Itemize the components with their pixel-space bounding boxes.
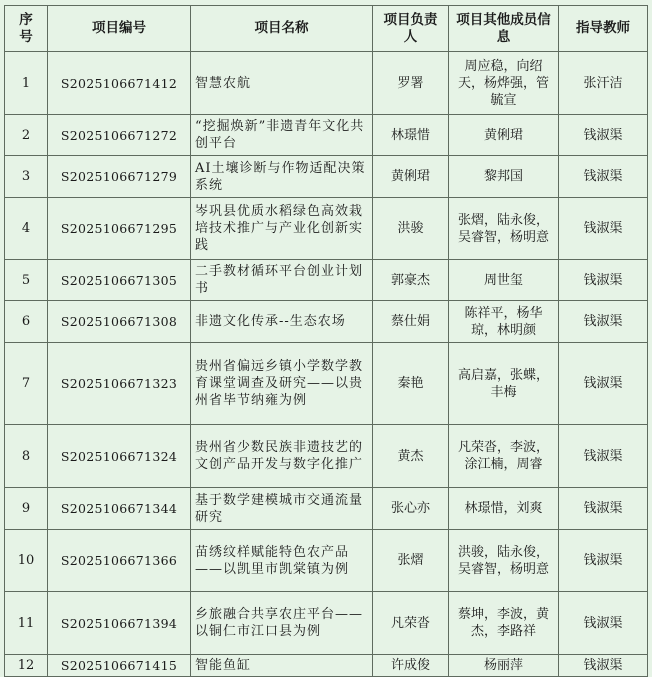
- cell-advisor: 钱淑渠: [559, 655, 648, 677]
- cell-advisor: 钱淑渠: [559, 343, 648, 425]
- cell-members: 高启嘉，张蝶，丰梅: [449, 343, 559, 425]
- cell-members: 陈祥平，杨华琼，林明颜: [449, 301, 559, 343]
- header-code: 项目编号: [48, 6, 191, 52]
- project-table: [4, 5, 648, 677]
- cell-advisor: 钱淑渠: [559, 301, 648, 343]
- cell-advisor: 钱淑渠: [559, 260, 648, 301]
- cell-code: S2025106671415: [48, 655, 191, 677]
- cell-advisor: 钱淑渠: [559, 592, 648, 655]
- cell-name: AI土壤诊断与作物适配决策系统: [191, 156, 373, 198]
- table-row: [5, 488, 648, 530]
- cell-advisor: 钱淑渠: [559, 115, 648, 156]
- cell-code: S2025106671295: [48, 198, 191, 260]
- header-name: 项目名称: [191, 6, 373, 52]
- cell-code: S2025106671305: [48, 260, 191, 301]
- table-row: [5, 115, 648, 156]
- cell-code: S2025106671324: [48, 425, 191, 488]
- cell-seq: 12: [5, 655, 48, 677]
- cell-name: 智慧农航: [191, 52, 373, 115]
- cell-seq: 5: [5, 260, 48, 301]
- cell-advisor: 钱淑渠: [559, 425, 648, 488]
- header-leader: 项目负责人: [373, 6, 449, 52]
- table-row: [5, 592, 648, 655]
- cell-name: 贵州省偏远乡镇小学数学教育课堂调查及研究——以贵州省毕节纳雍为例: [191, 343, 373, 425]
- cell-leader: 凡荣沓: [373, 592, 449, 655]
- cell-members: 黎邦国: [449, 156, 559, 198]
- cell-members: 黄俐珺: [449, 115, 559, 156]
- cell-seq: 11: [5, 592, 48, 655]
- cell-members: 蔡坤，李波，黄杰，李路祥: [449, 592, 559, 655]
- cell-leader: 秦艳: [373, 343, 449, 425]
- table-row: [5, 425, 648, 488]
- cell-leader: 许成俊: [373, 655, 449, 677]
- cell-leader: 张熠: [373, 530, 449, 592]
- cell-leader: 黄俐珺: [373, 156, 449, 198]
- cell-leader: 林璟惜: [373, 115, 449, 156]
- cell-name: 贵州省少数民族非遗技艺的文创产品开发与数字化推广: [191, 425, 373, 488]
- cell-leader: 黄杰: [373, 425, 449, 488]
- cell-code: S2025106671366: [48, 530, 191, 592]
- table-row: [5, 301, 648, 343]
- cell-name: 岑巩县优质水稻绿色高效栽培技术推广与产业化创新实践: [191, 198, 373, 260]
- cell-code: S2025106671279: [48, 156, 191, 198]
- cell-seq: 8: [5, 425, 48, 488]
- cell-code: S2025106671394: [48, 592, 191, 655]
- table-row: [5, 198, 648, 260]
- cell-members: 周世玺: [449, 260, 559, 301]
- cell-name: “挖掘焕新”非遗青年文化共创平台: [191, 115, 373, 156]
- cell-name: 智能鱼缸: [191, 655, 373, 677]
- table-row: [5, 52, 648, 115]
- cell-seq: 3: [5, 156, 48, 198]
- cell-seq: 1: [5, 52, 48, 115]
- cell-seq: 2: [5, 115, 48, 156]
- cell-seq: 9: [5, 488, 48, 530]
- cell-advisor: 钱淑渠: [559, 156, 648, 198]
- table-header-row: [5, 6, 648, 52]
- cell-seq: 7: [5, 343, 48, 425]
- cell-name: 二手教材循环平台创业计划书: [191, 260, 373, 301]
- cell-name: 乡旅融合共享农庄平台——以铜仁市江口县为例: [191, 592, 373, 655]
- cell-name: 非遗文化传承--生态农场: [191, 301, 373, 343]
- cell-members: 杨丽萍: [449, 655, 559, 677]
- header-seq: 序号: [5, 6, 48, 52]
- table-row: [5, 260, 648, 301]
- table-row: [5, 655, 648, 677]
- table-row: [5, 530, 648, 592]
- table-row: [5, 343, 648, 425]
- cell-name: 基于数学建模城市交通流量研究: [191, 488, 373, 530]
- cell-leader: 张心亦: [373, 488, 449, 530]
- cell-members: 洪骏，陆永俊，吴睿智，杨明意: [449, 530, 559, 592]
- cell-advisor: 张汗洁: [559, 52, 648, 115]
- header-members: 项目其他成员信息: [449, 6, 559, 52]
- cell-seq: 4: [5, 198, 48, 260]
- cell-code: S2025106671308: [48, 301, 191, 343]
- cell-members: 凡荣沓，李波，涂江楠，周睿: [449, 425, 559, 488]
- cell-name: 苗绣纹样赋能特色农产品——以凯里市凯棠镇为例: [191, 530, 373, 592]
- cell-members: 周应稳，向绍天，杨烨强，管毓宣: [449, 52, 559, 115]
- cell-leader: 郭豪杰: [373, 260, 449, 301]
- table-row: [5, 156, 648, 198]
- cell-code: S2025106671272: [48, 115, 191, 156]
- cell-advisor: 钱淑渠: [559, 198, 648, 260]
- cell-leader: 洪骏: [373, 198, 449, 260]
- cell-members: 张熠，陆永俊，吴睿智，杨明意: [449, 198, 559, 260]
- cell-seq: 6: [5, 301, 48, 343]
- cell-code: S2025106671412: [48, 52, 191, 115]
- cell-leader: 蔡仕娟: [373, 301, 449, 343]
- header-advisor: 指导教师: [559, 6, 648, 52]
- cell-seq: 10: [5, 530, 48, 592]
- cell-code: S2025106671323: [48, 343, 191, 425]
- cell-members: 林璟惜，刘爽: [449, 488, 559, 530]
- cell-advisor: 钱淑渠: [559, 488, 648, 530]
- cell-leader: 罗署: [373, 52, 449, 115]
- cell-code: S2025106671344: [48, 488, 191, 530]
- cell-advisor: 钱淑渠: [559, 530, 648, 592]
